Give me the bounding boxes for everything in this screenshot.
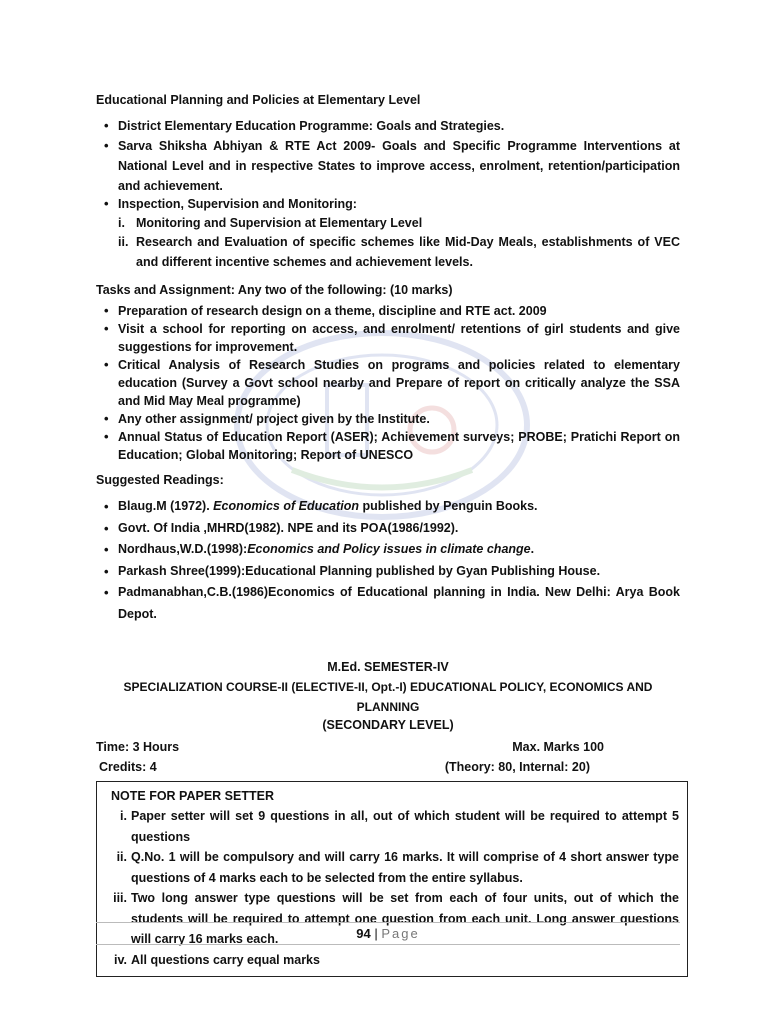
footer-divider [96,922,680,923]
note-number: i. [120,809,127,823]
credits-row [96,757,680,777]
list-item: • Critical Analysis of Research Studies on programs and policies related to elementary education (Survey a Govt school nearby and Prepare of report on critically analyze the SSA and Mid May Meal programme) [96,356,680,410]
section-heading: Educational Planning and Policies at Elementary Level [96,93,421,107]
list-item [96,214,680,232]
list-item: • Preparation of research design on a theme, discipline and RTE act. 2009 [96,302,680,320]
reading-text: . [530,542,535,556]
note-number: ii. [116,850,127,864]
page-footer [96,926,680,941]
credits-label: Credits: 4 [99,760,157,774]
note-item [105,950,679,971]
course-title: SPECIALIZATION COURSE-II (ELECTIVE-II, Opt.-I) EDUCATIONAL POLICY, ECONOMICS AND PLANNING [123,680,653,714]
reading-item [96,496,680,518]
list-item [96,232,680,272]
tasks-list [96,302,680,464]
list-item: • Annual Status of Education Report (ASER); Achievement surveys; PROBE; Pratichi Report on Education; Global Monitoring; Report of UNESCO [96,428,680,464]
readings-list [96,496,680,625]
tasks-heading: Tasks and Assignment: Any two of the following: (10 marks) [96,283,453,297]
exam-info-row [96,737,680,757]
note-text: Paper setter will set 9 questions in all, out of which student will be required to attempt 5 questions [131,809,679,844]
document-page [96,90,680,977]
theory-label: (Theory: 80, Internal: 20) [444,760,590,774]
list-item: • Sarva Shiksha Abhiyan & RTE Act 2009- Goals and Specific Programme Interventions at National Level and in respective States to improve access, enrolment, retention/participation and achievement. [96,136,680,196]
reading-item [96,539,680,561]
reading-text: Blaug.M (1972). [118,499,214,513]
list-item: • Any other assignment/ project given by the Institute. [96,410,680,428]
note-text: All questions carry equal marks [131,952,320,967]
item-text: Monitoring and Supervision at Elementary Level [136,216,423,230]
list-item: • District Elementary Education Programme: Goals and Strategies. [96,116,680,136]
note-number: iii. [113,891,127,905]
list-item [96,196,680,212]
list-item-text: Inspection, Supervision and Monitoring: [118,197,357,211]
item-number: i. [118,216,125,230]
reading-text: Nordhaus,W.D.(1998): [118,542,248,556]
note-list [105,806,679,970]
reading-title: Economics of Education [213,499,360,513]
footer-divider [96,944,680,945]
reading-item [96,561,680,583]
bullet-list [96,116,680,212]
note-number: iv. [114,952,127,967]
note-text: Two long answer type questions will be set from each of four units, out of which the students will be required to attempt one question from each unit. Long answer questions will carry 16 marks each. [131,891,679,946]
readings-heading: Suggested Readings: [96,473,224,487]
reading-text: published by Penguin Books. [359,499,538,513]
note-item [105,806,679,847]
page-number: 94 [356,926,371,941]
time-label: Time: 3 Hours [96,740,180,754]
note-text: Q.No. 1 will be compulsory and will carry 16 marks. It will comprise of 4 short answer type questions of 4 marks each to be selected from the entire syllabus. [131,850,679,885]
course-level: (SECONDARY LEVEL) [322,718,454,732]
reading-item [96,582,680,625]
semester-title: M.Ed. SEMESTER-IV [327,660,449,674]
note-item [105,847,679,888]
page-separator: | [370,926,382,941]
note-box [96,781,688,977]
reading-text: Parkash Shree(1999):Educational Planning published by Gyan Publishing House. [118,563,601,578]
item-number: ii. [118,235,129,249]
page-label: Page [381,926,420,941]
note-title: NOTE FOR PAPER SETTER [111,789,274,803]
reading-text: Govt. Of India ,MHRD(1982). NPE and its POA(1986/1992). [118,520,459,535]
reading-item [96,518,680,540]
sub-list [96,214,680,272]
reading-text: Padmanabhan,C.B.(1986)Economics of Educational planning in India. New Delhi: Arya Book Depot. [118,585,680,621]
reading-title: Economics and Policy issues in climate change [247,542,531,556]
item-text: Research and Evaluation of specific schemes like Mid-Day Meals, establishments of VEC and different incentive schemes and achievement levels. [136,235,680,269]
max-marks-label: Max. Marks 100 [512,740,604,754]
list-item: • Visit a school for reporting on access, and enrolment/ retentions of girl students and give suggestions for improvement. [96,320,680,356]
